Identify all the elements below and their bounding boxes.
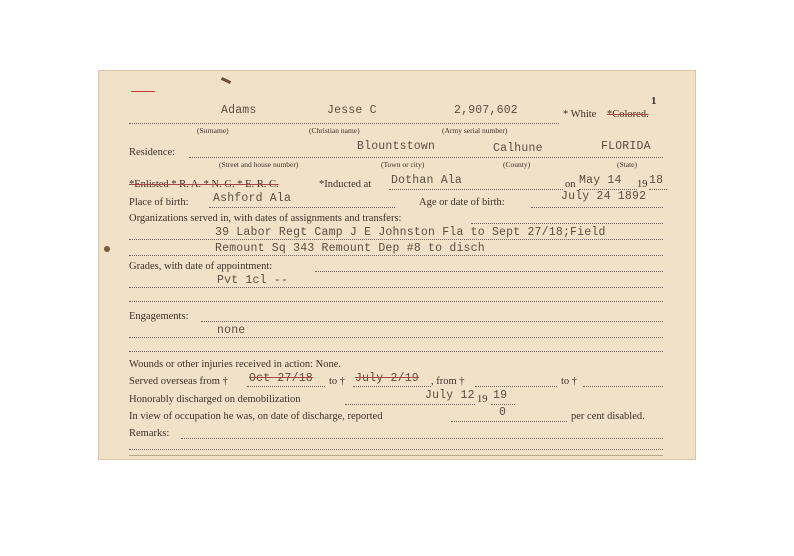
- county-value: Calhune: [493, 142, 543, 155]
- county-caption: (County): [503, 160, 531, 169]
- enlisted-options-struck: *Enlisted * R. A. * N. G. * E. R. C.: [129, 179, 279, 190]
- inducted-year-line: [649, 189, 667, 190]
- overseas-from2-line: [475, 386, 557, 387]
- grades-line-2: [129, 301, 663, 302]
- organizations-line1: 39 Labor Regt Camp J E Johnston Fla to Sept 27/18;Field: [215, 226, 606, 239]
- remarks-line-1: [129, 449, 663, 450]
- inducted-year-value: 18: [649, 174, 664, 187]
- engagements-line-1: [129, 337, 663, 338]
- christian-name-value: Jesse C: [327, 104, 377, 117]
- disability-suffix: per cent disabled.: [571, 411, 645, 422]
- inducted-year-prefix: 19: [637, 179, 648, 190]
- disability-label: In view of occupation he was, on date of discharge, reported: [129, 411, 383, 422]
- engagements-line-2: [129, 351, 663, 352]
- red-rule-mark: [131, 91, 155, 92]
- overseas-from-line: [247, 386, 325, 387]
- wounds-text: Wounds or other injuries received in action: None.: [129, 359, 342, 370]
- birthplace-line: [209, 207, 395, 208]
- grades-label: Grades, with date of appointment:: [129, 261, 273, 272]
- engagements-label: Engagements:: [129, 311, 189, 322]
- residence-line: [189, 157, 663, 158]
- town-value: Blountstown: [357, 140, 436, 153]
- christian-name-caption: (Christian name): [309, 126, 360, 135]
- card-number: 1: [651, 95, 657, 107]
- ink-mark: [221, 77, 231, 84]
- birthdate-value: July 24 1892: [561, 190, 647, 203]
- discharge-year-value: 19: [493, 389, 508, 402]
- grades-value: Pvt 1cl --: [217, 274, 289, 287]
- grades-line-0: [315, 271, 663, 272]
- disability-line: [451, 421, 567, 422]
- overseas-to2-label: to †: [561, 376, 578, 387]
- birthdate-line: [531, 207, 663, 208]
- town-caption: (Town or city): [381, 160, 425, 169]
- overseas-to2-line: [583, 386, 663, 387]
- discharge-date-value: July 12: [425, 389, 475, 402]
- overseas-from-value: Oct 27/18: [249, 372, 313, 385]
- state-value: FLORIDA: [601, 140, 651, 153]
- remarks-line-0: [181, 438, 663, 439]
- race-white-label: * White: [563, 109, 597, 120]
- organizations-line2: Remount Sq 343 Remount Dep #8 to disch: [215, 242, 485, 255]
- overseas-label: Served overseas from †: [129, 376, 228, 387]
- state-caption: (State): [617, 160, 637, 169]
- discharge-year-line: [491, 404, 515, 405]
- birthplace-value: Ashford Ala: [213, 192, 292, 205]
- on-label: on: [565, 179, 576, 190]
- disability-value: 0: [499, 406, 507, 419]
- birthplace-label: Place of birth:: [129, 197, 189, 208]
- overseas-from2-label: , from †: [431, 376, 465, 387]
- name-line: [129, 123, 559, 124]
- organizations-label: Organizations served in, with dates of assignments and transfers:: [129, 213, 402, 224]
- surname-caption: (Surname): [197, 126, 229, 135]
- race-colored-struck: *Colored.: [607, 109, 649, 120]
- overseas-to-label: to †: [329, 376, 346, 387]
- overseas-to-line: [353, 386, 431, 387]
- inducted-place-value: Dothan Ala: [391, 174, 463, 187]
- bottom-rule: [129, 455, 663, 456]
- organizations-line-1: [129, 239, 663, 240]
- discharge-label: Honorably discharged on demobilization: [129, 394, 301, 405]
- service-record-card: [98, 70, 696, 460]
- surname-value: Adams: [221, 104, 257, 117]
- organizations-line-0: [471, 223, 663, 224]
- engagements-line-0: [201, 321, 663, 322]
- inducted-date-value: May 14: [579, 174, 622, 187]
- engagements-value: none: [217, 324, 246, 337]
- inducted-label: *Inducted at: [319, 179, 372, 190]
- inducted-line: [389, 189, 563, 190]
- punch-hole: [104, 246, 110, 252]
- residence-label: Residence:: [129, 147, 176, 158]
- serial-value: 2,907,602: [454, 104, 518, 117]
- overseas-to-value: July 2/19: [355, 372, 419, 385]
- serial-caption: (Army serial number): [442, 126, 508, 135]
- organizations-line-2: [129, 255, 663, 256]
- grades-line-1: [129, 287, 663, 288]
- street-caption: (Street and house number): [219, 160, 299, 169]
- discharge-date-line: [345, 404, 475, 405]
- birthdate-label: Age or date of birth:: [419, 197, 505, 208]
- discharge-year-prefix: 19: [477, 394, 488, 405]
- remarks-label: Remarks:: [129, 428, 170, 439]
